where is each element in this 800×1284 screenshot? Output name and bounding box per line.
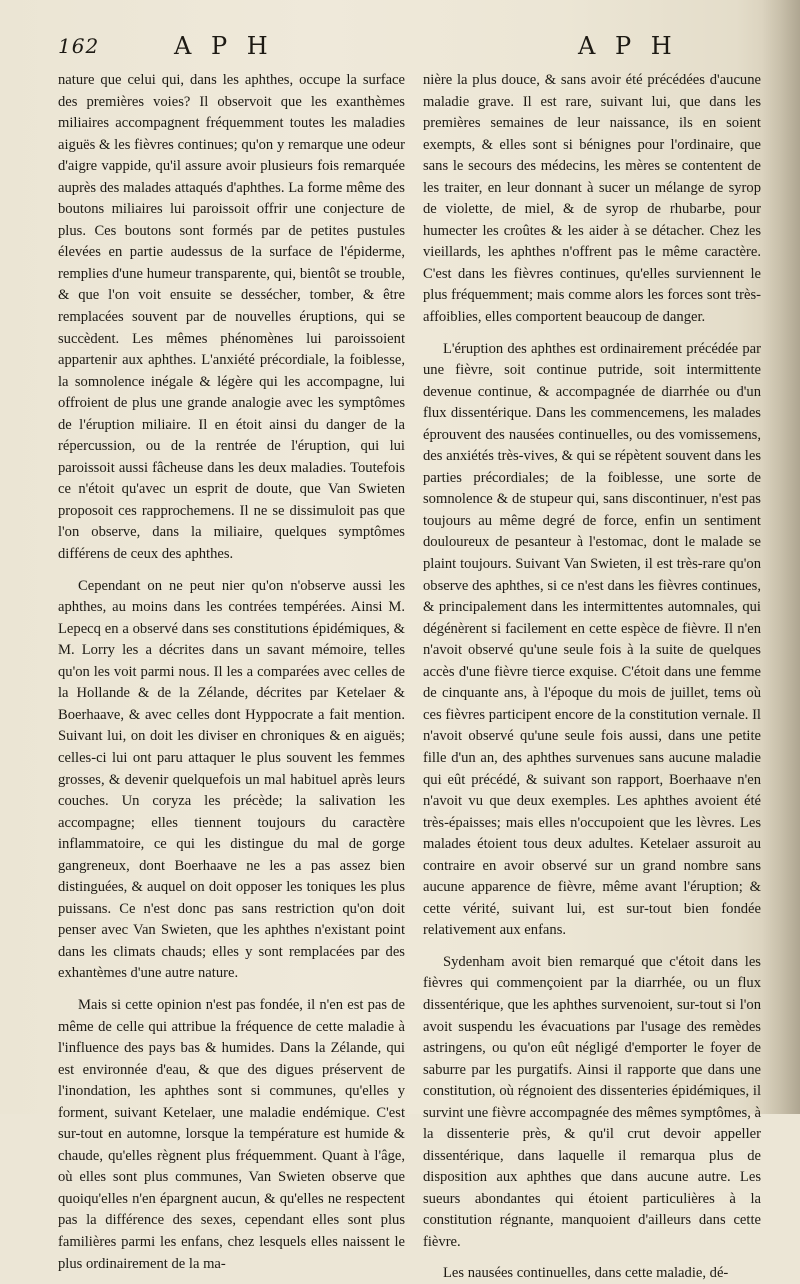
- paragraph: nière la plus douce, & sans avoir été précédées d'aucune maladie grave. Il est rare, suivant lui, que dans les premières semaines de leur naissance, ils en soient exempts, & elles sont si bénignes pour l'ordinaire, que sans le secours des médecins, les mères se contentent de les traiter, en leur donnant à sucer un mélange de syrop de violette, de miel, & de syrop de rhubarbe, pour humecter les croûtes & les aider à se détacher. Chez les vieillards, les aphthes n'offrent pas le même caractère. C'est dans les fièvres continues, qu'elles surviennent le plus fréquemment; mais comme alors les forces sont très-affoiblies, elles comportent beaucoup de danger.: [423, 72, 761, 326]
- left-column: [58, 70, 405, 1275]
- page-gutter-shadow: [762, 0, 800, 1114]
- paragraph: Sydenham avoit bien remarqué que c'étoit dans les fièvres qui commençoient par la diarrhée, ou un flux dissentérique, que les aphthes survenoient, sur-tout si l'on avoit suspendu les évacuations par l'usage des remèdes astringens, ou qu'on eût négligé d'emporter le foyer de saburre par les purgatifs. Ainsi il rapporte que dans une constitution, où régnoient des dissenteries épidémiques, il survint une fièvre accompagnée des mêmes symptômes, à la dissenterie près, & qu'il crut devoir appeller dissentérique, dans laquelle il remarqua plus de disposition aux aphthes que dans aucune autre. Les sueurs abondantes qui étoient particulières à la constitution régnante, manquoient d'ailleurs dans cette fièvre.: [423, 953, 761, 1250]
- right-column: [423, 70, 761, 1284]
- paragraph: Les nausées continuelles, dans cette maladie, dé-: [443, 1264, 729, 1281]
- page-header: [58, 32, 748, 62]
- paragraph: nature que celui qui, dans les aphthes, occupe la surface des premières voies? Il observoit que les exanthèmes miliaires accompagnent fréquemment toutes les maladies aiguës & les fièvres continues; qu'on y remarque une odeur d'aigre vappide, qu'il assure avoir plusieurs fois remarquée auprès des malades attaqués d'aphthes. La forme même des boutons miliaires lui paroissoit offrir une conjecture de plus. Ces boutons sont formés par de petites pustules élevées en partie audessus de la surface de l'épiderme, remplies d'une humeur transparente, qui, bientôt se trouble, & que l'on voit ensuite se dessécher, tomber, & être remplacées souvent par de nouvelles éruptions, qui se succèdent. Les mêmes phénomènes lui paroissoient appartenir aux aphthes. L'anxiété précordiale, la foiblesse, la somnolence inégale & légère qui les accompagne, lui offroient de plus une grande analogie avec les symptômes de l'éruption miliaire. Il en étoit ainsi du danger de la répercussion, ou de la rentrée de l'éruption, qui lui paroissoit aussi fâcheuse dans les deux maladies. Toutefois ce n'étoit qu'avec un esprit de doute, que Van Swieten proposoit ces rapprochemens. Il ne se dissimuloit pas que l'on observe, dans la miliaire, quelques symptômes différens de ceux des aphthes.: [58, 72, 405, 563]
- page-number: 162: [58, 34, 100, 58]
- running-head-right: A P H: [578, 32, 678, 60]
- paragraph: Cependant on ne peut nier qu'on n'observe aussi les aphthes, au moins dans les contrées tempérées. Ainsi M. Lepecq en a observé dans ses constitutions épidémiques, & M. Lorry les a décrites dans un savant mémoire, telles qu'on les voit parmi nous. Il les a comparées avec celles de la Hollande & de la Zélande, décrites par Ketelaer & Boerhaave, & avec celles dont Hyppocrate a fait mention. Suivant lui, on doit les diviser en chroniques & en aiguës; celles-ci lui ont paru attaquer le plus souvent les femmes grosses, & devenir quelquefois un mal habituel après leurs couches. Un coryza les précède; la salivation les accompagne; elles tiennent toujours du caractère inflammatoire, ce qui les distingue du mal de gorge gangreneux, dont Boerhaave ne les a pas assez bien distinguées, & auquel on doit opposer les toniques les plus puissans. Ce n'est donc pas sans restriction qu'on doit penser avec Van Swieten, que les aphthes n'existant point dans les climats chauds; elles y sont remplacées par des exhantèmes d'une autre nature.: [58, 577, 405, 982]
- paragraph: L'éruption des aphthes est ordinairement précédée par une fièvre, soit continue putride, soit intermittente devenue continue, & accompagnée de diarrhée ou d'un flux dissentérique. Dans les commencemens, les malades éprouvent des nausées continuelles, ou des vomissemens, des anxiétés très-vives, & qui se répètent souvent dans les parties précordiales; de la foiblesse, une sorte de somnolence & de stupeur qui, sans discontinuer, n'est pas toujours au même degré de force, enfin un sentiment douloureux de pesanteur à l'estomac, dont le malade se plaint toujours. Suivant Van Swieten, il est très-rare qu'on observe des aphthes, si ce n'est dans les fièvres continues, & principalement dans les intermittentes automnales, qui dégénèrent si facilement en cette espèce de fièvre. Il n'en n'avoit observé qu'une seule fois à la suite de quelques accès d'une fièvre tierce exquise. C'étoit dans une femme de cinquante ans, à l'époque du mois de juillet, tems où ces fièvres participent encore de la constitution vernale. Il n'avoit observé qu'une seule fois aussi, dans une petite fille d'un an, des aphthes survenues sans aucune maladie qui eût précédé, & suivant son rapport, Boerhaave n'en n'avoit vu que deux exemples. Les aphthes avoient été très-épaisses; mais elles n'occupoient que les lèvres. Les malades étoient tous deux adultes. Ketelaer assuroit au contraire en avoir observé sur un grand nombre sans aucune apparence de fièvre, même avant l'éruption; & cette vérité, suivant lui, est sur-tout bien fondée relativement aux enfans.: [423, 340, 762, 939]
- running-head-left: A P H: [174, 32, 274, 60]
- paragraph: Mais si cette opinion n'est pas fondée, il n'en est pas de même de celle qui attribue la fréquence de cette maladie à l'influence des pays bas & humides. Dans la Zélande, qui est environnée d'eau, & que des digues préservent de l'inondation, les aphthes sont si communes, qu'elles y forment, suivant Ketelaer, une maladie endémique. C'est sur-tout en automne, lorsque la température est humide & chaude, qu'elles règnent plus fréquemment. Quant à l'âge, où elles sont plus communes, Van Swieten observe que quoiqu'elles n'en épargnent aucun, & qu'elles ne respectent pas la différence des sexes, cependant elles sont plus familières parmi les enfans, chez lesquels elles naissent le plus ordinairement de la ma-: [58, 996, 405, 1272]
